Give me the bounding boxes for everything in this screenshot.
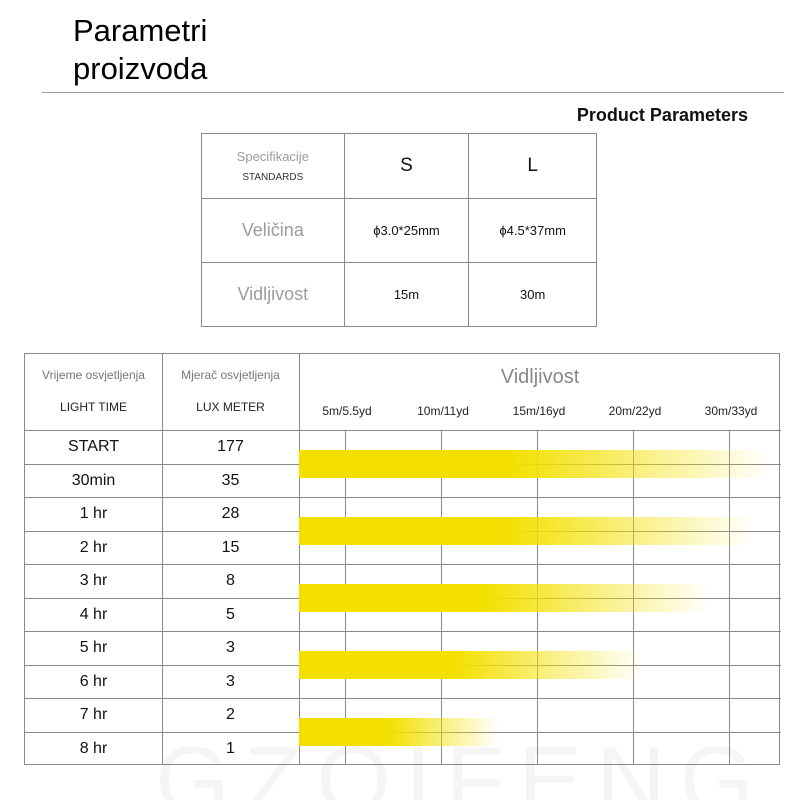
- distance-label: 5m/5.5yd: [322, 404, 372, 418]
- light-time-cell: 5 hr: [79, 639, 108, 656]
- spec-label-local: Specifikacije: [236, 149, 309, 164]
- spec-table: [201, 133, 597, 327]
- spec-size-l: ϕ4.5*37mm: [469, 199, 597, 263]
- spec-header-row: [202, 134, 597, 199]
- spec-col-s: S: [344, 134, 469, 199]
- lux-cell: 8: [226, 572, 235, 589]
- light-time-cell: 2 hr: [79, 538, 108, 556]
- spec-label-en: STANDARDS: [242, 172, 304, 183]
- visibility-table: [24, 353, 780, 765]
- light-time-cell: 1 hr: [79, 505, 108, 522]
- title-divider: [42, 92, 784, 93]
- col1-label-local: Vrijeme osvjetljenja: [42, 368, 145, 382]
- col2-label-local: Mjerač osvjetljenja: [181, 368, 280, 382]
- lux-cell: 35: [221, 471, 240, 489]
- page-title-line1: Parametri: [73, 13, 208, 48]
- col-lux-header: [162, 354, 299, 430]
- lux-cell: 5: [226, 605, 235, 623]
- lux-cell: 3: [226, 639, 235, 656]
- spec-row-visibility: [202, 263, 597, 327]
- light-time-cell: 8 hr: [79, 739, 108, 757]
- visibility-bar: [299, 651, 643, 679]
- spec-header-label: [202, 134, 345, 199]
- visibility-bar: [299, 718, 499, 746]
- light-time-cell: 6 hr: [79, 672, 108, 690]
- distance-label: 20m/22yd: [608, 404, 662, 418]
- lux-cell: 3: [226, 672, 235, 690]
- spec-visibility-s: 15m: [344, 263, 469, 327]
- spec-row-label: Vidljivost: [202, 263, 345, 327]
- lux-cell: 2: [226, 706, 235, 723]
- visibility-bar: [299, 584, 710, 612]
- distance-label: 10m/11yd: [417, 404, 469, 418]
- lux-cell: 1: [226, 739, 235, 757]
- light-time-cell: 30min: [71, 471, 116, 489]
- spec-visibility-l: 30m: [469, 263, 597, 327]
- light-time-cell: 3 hr: [79, 572, 108, 589]
- column-divider: [299, 354, 300, 764]
- col2-label-en: LUX METER: [196, 400, 265, 414]
- col-light-time-header: [25, 354, 162, 430]
- visibility-bar: [299, 517, 755, 545]
- spec-col-l: L: [469, 134, 597, 199]
- page-title-line2: proizvoda: [73, 51, 208, 86]
- visibility-header: Vidljivost: [500, 366, 580, 388]
- lux-cell: 28: [221, 505, 240, 522]
- page-title: [73, 12, 207, 88]
- distance-label: 30m/33yd: [704, 404, 758, 418]
- light-time-cell: 7 hr: [79, 706, 108, 723]
- visibility-bar: [299, 450, 771, 478]
- section-subtitle: Product Parameters: [576, 105, 748, 125]
- col1-label-en: LIGHT TIME: [60, 400, 127, 414]
- distance-label: 15m/16yd: [512, 404, 566, 418]
- spec-size-s: ϕ3.0*25mm: [344, 199, 469, 263]
- light-time-cell: START: [68, 438, 119, 455]
- spec-row-label: Veličina: [202, 199, 345, 263]
- lux-cell: 15: [221, 538, 240, 556]
- lux-cell: 177: [217, 438, 244, 455]
- spec-row-size: [202, 199, 597, 263]
- light-time-cell: 4 hr: [79, 605, 108, 623]
